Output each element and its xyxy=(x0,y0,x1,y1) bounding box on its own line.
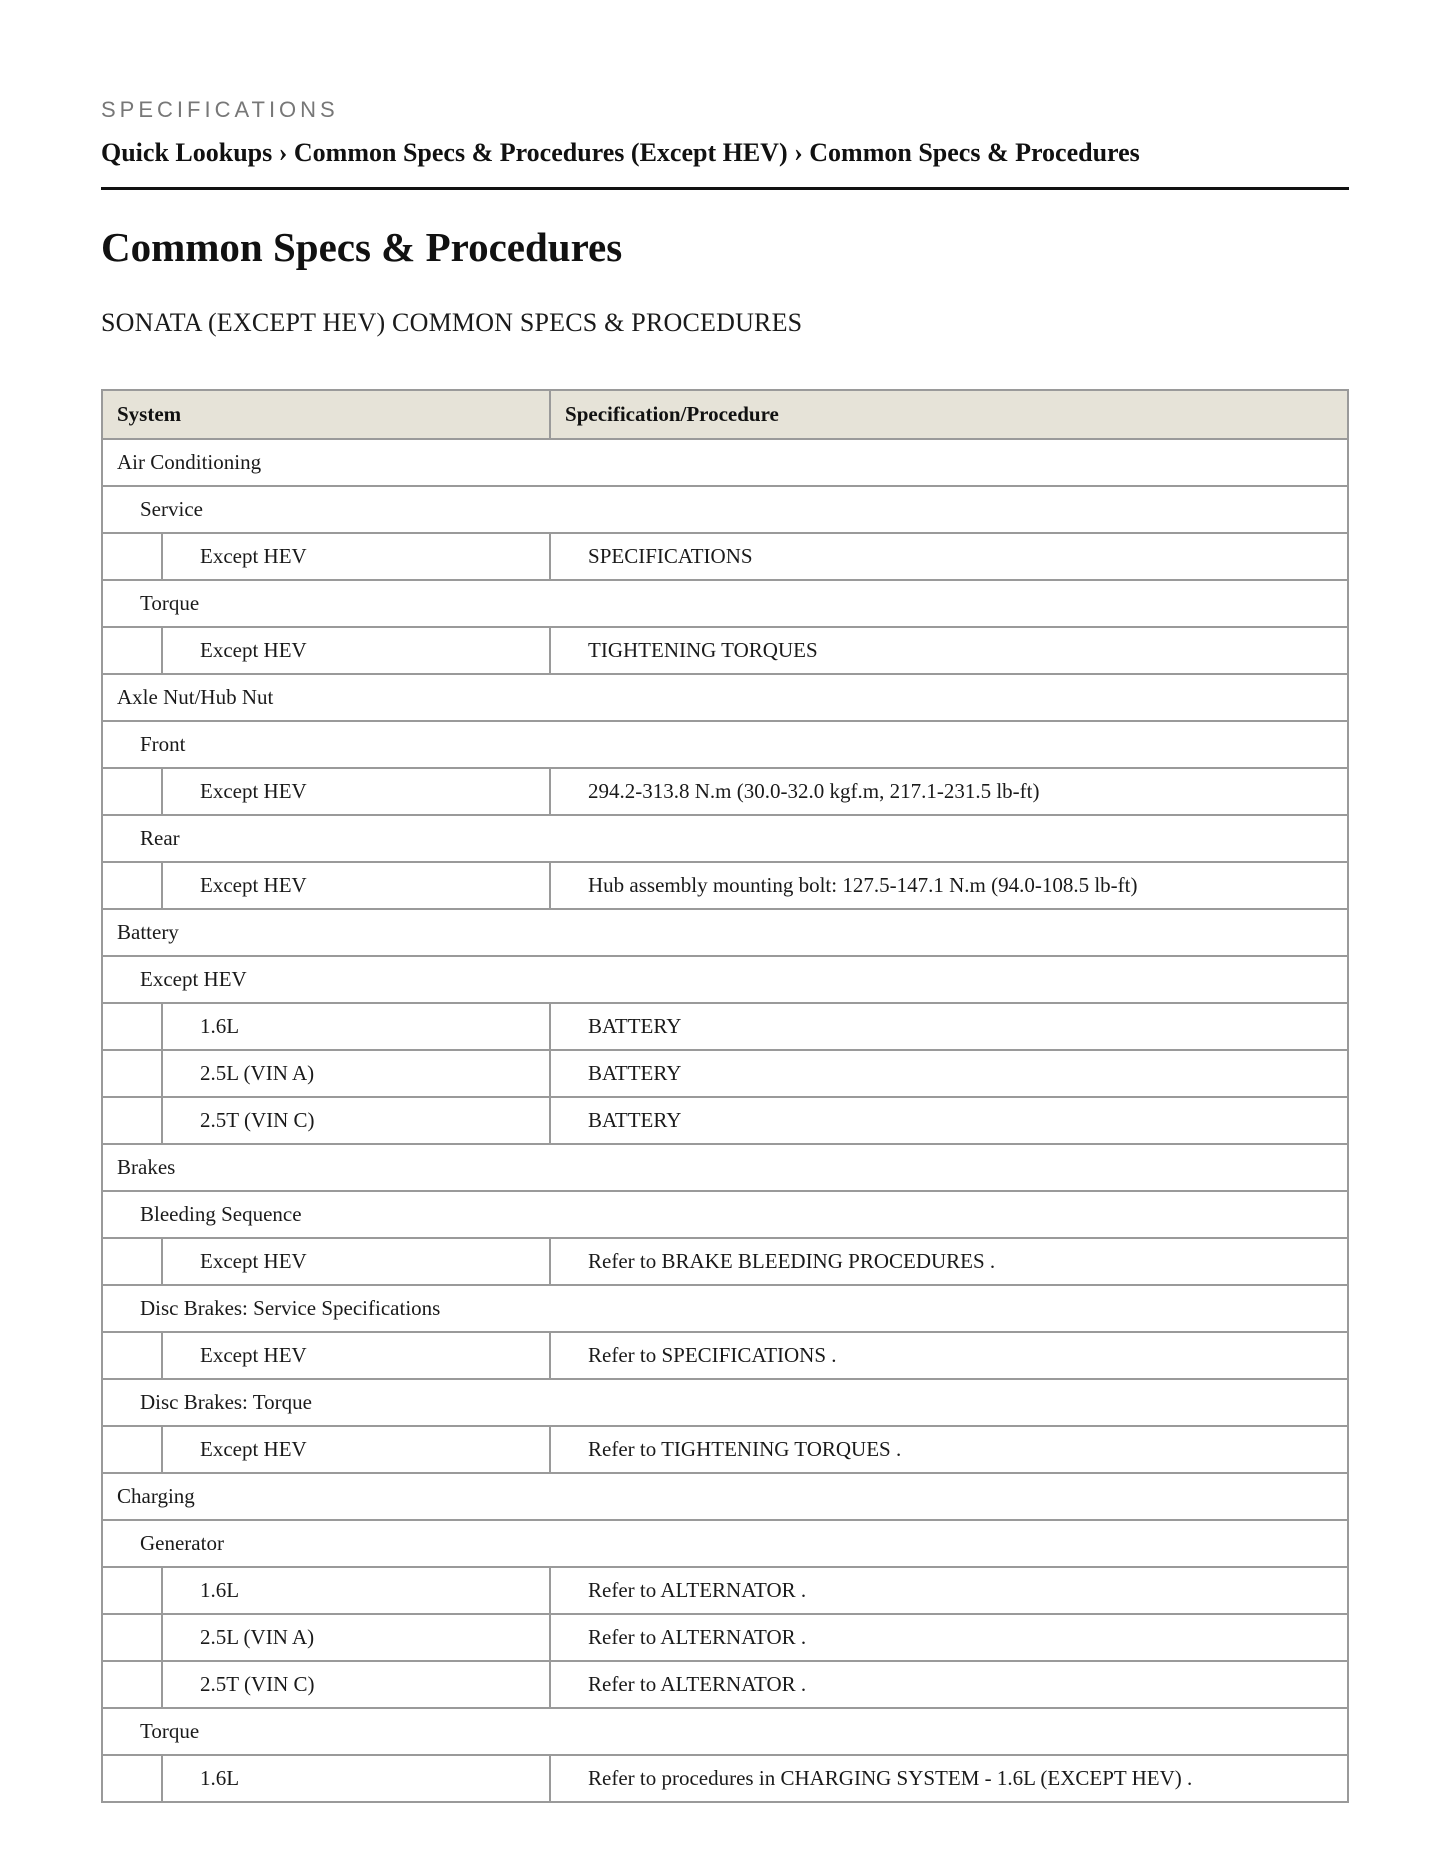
subsystem-row xyxy=(102,1191,1348,1238)
subsystem-row xyxy=(102,1708,1348,1755)
subsystem-row xyxy=(102,815,1348,862)
system-group-row xyxy=(102,1473,1348,1520)
subsystem-name: Torque xyxy=(102,580,1348,627)
table-row xyxy=(102,1426,1348,1473)
table-row xyxy=(102,862,1348,909)
subsystem-name: Torque xyxy=(102,1708,1348,1755)
indent-cell xyxy=(102,1097,162,1144)
indent-cell xyxy=(102,627,162,674)
system-group-row xyxy=(102,1144,1348,1191)
subsystem-name: Bleeding Sequence xyxy=(102,1191,1348,1238)
spec-cell: TIGHTENING TORQUES xyxy=(550,627,1348,674)
subsystem-name: Service xyxy=(102,486,1348,533)
variant-cell: Except HEV xyxy=(162,1332,550,1379)
system-group-row xyxy=(102,439,1348,486)
system-group-row xyxy=(102,909,1348,956)
indent-cell xyxy=(102,533,162,580)
page-subtitle: SONATA (EXCEPT HEV) COMMON SPECS & PROCEDURES xyxy=(101,308,803,337)
spec-cell: BATTERY xyxy=(550,1050,1348,1097)
indent-cell xyxy=(102,1238,162,1285)
variant-cell: Except HEV xyxy=(162,1426,550,1473)
spec-cell: SPECIFICATIONS xyxy=(550,533,1348,580)
spec-cell: BATTERY xyxy=(550,1003,1348,1050)
spec-cell: 294.2-313.8 N.m (30.0-32.0 kgf.m, 217.1-231.5 lb-ft) xyxy=(550,768,1348,815)
variant-cell: Except HEV xyxy=(162,1238,550,1285)
system-name: Charging xyxy=(102,1473,1348,1520)
variant-cell: Except HEV xyxy=(162,533,550,580)
subsystem-name: Rear xyxy=(102,815,1348,862)
subsystem-row xyxy=(102,1379,1348,1426)
spec-cell: Refer to procedures in CHARGING SYSTEM - 1.6L (EXCEPT HEV) . xyxy=(550,1755,1348,1802)
subsystem-row xyxy=(102,1520,1348,1567)
indent-cell xyxy=(102,862,162,909)
variant-cell: Except HEV xyxy=(162,862,550,909)
variant-cell: 2.5T (VIN C) xyxy=(162,1097,550,1144)
variant-cell: 1.6L xyxy=(162,1567,550,1614)
spec-cell: Refer to BRAKE BLEEDING PROCEDURES . xyxy=(550,1238,1348,1285)
table-row xyxy=(102,1097,1348,1144)
variant-cell: 2.5T (VIN C) xyxy=(162,1661,550,1708)
variant-cell: 1.6L xyxy=(162,1755,550,1802)
indent-cell xyxy=(102,1661,162,1708)
indent-cell xyxy=(102,1755,162,1802)
indent-cell xyxy=(102,1050,162,1097)
table-row xyxy=(102,1755,1348,1802)
table-row xyxy=(102,627,1348,674)
spec-cell: Refer to ALTERNATOR . xyxy=(550,1614,1348,1661)
indent-cell xyxy=(102,1332,162,1379)
subsystem-name: Generator xyxy=(102,1520,1348,1567)
subsystem-name: Disc Brakes: Service Specifications xyxy=(102,1285,1348,1332)
table-header-row xyxy=(102,390,1348,439)
table-row xyxy=(102,1567,1348,1614)
indent-cell xyxy=(102,1003,162,1050)
system-name: Air Conditioning xyxy=(102,439,1348,486)
subsystem-row xyxy=(102,580,1348,627)
page-title: Common Specs & Procedures xyxy=(101,224,623,270)
subsystem-row xyxy=(102,956,1348,1003)
table-body xyxy=(102,439,1348,1802)
spec-cell: Refer to TIGHTENING TORQUES . xyxy=(550,1426,1348,1473)
table-row xyxy=(102,768,1348,815)
subsystem-row xyxy=(102,721,1348,768)
system-name: Brakes xyxy=(102,1144,1348,1191)
table-row xyxy=(102,1661,1348,1708)
column-header-system: System xyxy=(102,390,550,439)
table-row xyxy=(102,1238,1348,1285)
variant-cell: 1.6L xyxy=(162,1003,550,1050)
table-row xyxy=(102,1332,1348,1379)
spec-cell: Refer to SPECIFICATIONS . xyxy=(550,1332,1348,1379)
subsystem-name: Disc Brakes: Torque xyxy=(102,1379,1348,1426)
column-header-spec: Specification/Procedure xyxy=(550,390,1348,439)
spec-cell: Refer to ALTERNATOR . xyxy=(550,1661,1348,1708)
spec-cell: Refer to ALTERNATOR . xyxy=(550,1567,1348,1614)
subsystem-row xyxy=(102,1285,1348,1332)
spec-cell: BATTERY xyxy=(550,1097,1348,1144)
breadcrumb[interactable]: Quick Lookups › Common Specs & Procedures (Except HEV) › Common Specs & Procedures xyxy=(101,138,1140,167)
subsystem-row xyxy=(102,486,1348,533)
subsystem-name: Front xyxy=(102,721,1348,768)
system-name: Battery xyxy=(102,909,1348,956)
indent-cell xyxy=(102,1567,162,1614)
system-group-row xyxy=(102,674,1348,721)
table-row xyxy=(102,1614,1348,1661)
indent-cell xyxy=(102,1426,162,1473)
section-label: SPECIFICATIONS xyxy=(101,97,339,122)
specs-table xyxy=(101,389,1349,1803)
table-row xyxy=(102,1003,1348,1050)
variant-cell: 2.5L (VIN A) xyxy=(162,1614,550,1661)
spec-cell: Hub assembly mounting bolt: 127.5-147.1 N.m (94.0-108.5 lb-ft) xyxy=(550,862,1348,909)
variant-cell: Except HEV xyxy=(162,627,550,674)
variant-cell: Except HEV xyxy=(162,768,550,815)
indent-cell xyxy=(102,1614,162,1661)
system-name: Axle Nut/Hub Nut xyxy=(102,674,1348,721)
variant-cell: 2.5L (VIN A) xyxy=(162,1050,550,1097)
table-row xyxy=(102,533,1348,580)
subsystem-name: Except HEV xyxy=(102,956,1348,1003)
table-row xyxy=(102,1050,1348,1097)
indent-cell xyxy=(102,768,162,815)
header-divider xyxy=(101,187,1349,190)
